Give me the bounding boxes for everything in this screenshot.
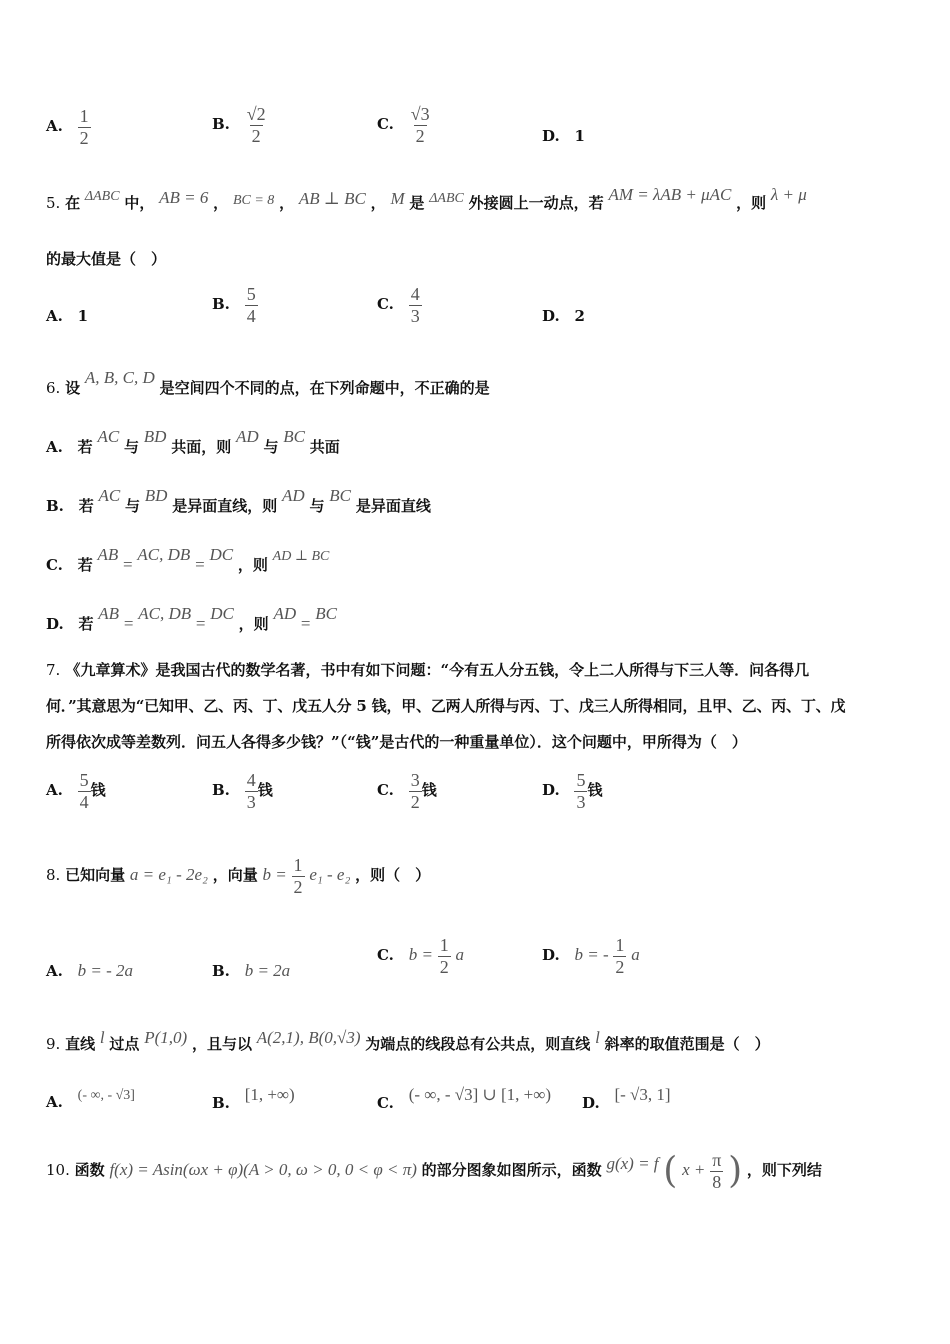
- option-label: C.: [377, 781, 394, 800]
- fraction: $\frac{4}{3}$: [410, 284, 420, 326]
- q8-option-d[interactable]: D. b = - $\frac{1}{2}$ a: [542, 935, 640, 977]
- option-label: A.: [46, 117, 63, 136]
- q9-option-a[interactable]: [46, 1088, 135, 1112]
- q5-stem: 5. 在 ΔABC 中， AB = 6 ， BC = 8 ， AB ⊥ BC ， M 是 ΔABC 外接圆上一动点，若 AM = λAB + μAC ，则 λ + μ: [46, 185, 807, 212]
- q10-stem: 10. 函数 f(x) = Asin(ωx + φ)(A > 0, ω > 0, 0 < φ < π) 的部分图象如图所示，函数 g(x) = f ( x + $\frac{\pi}{8}$ ) ，则下列结: [46, 1150, 822, 1192]
- fraction: $\frac{4}{3}$: [246, 770, 256, 812]
- q4-option-c[interactable]: [377, 104, 432, 146]
- q5-option-b[interactable]: [212, 284, 258, 326]
- q8-stem: 8. 已知向量 a = e₁ - 2e₂ ，向量 b = $\frac{1}{2}$ e₁ - e₂ ，则（ ）: [46, 855, 431, 897]
- q7-option-b[interactable]: B. $\frac{4}{3}$ 钱: [212, 770, 273, 812]
- option-label: D.: [542, 946, 560, 965]
- fraction: $\frac{1}{2}$: [439, 935, 449, 977]
- fraction: $\frac{√2}{2}$: [246, 104, 266, 146]
- q6-option-b[interactable]: B. 若 AC 与 BD 是异面直线，则 AD 与 BC 是异面直线: [46, 486, 431, 515]
- q5-option-a[interactable]: [46, 307, 88, 325]
- fraction: $\frac{5}{4}$: [246, 284, 256, 326]
- option-expression: [1, +∞): [244, 1085, 295, 1104]
- q8-option-a[interactable]: [46, 961, 133, 981]
- option-label: C.: [377, 115, 394, 134]
- option-label: A.: [46, 307, 63, 325]
- fraction: $\frac{1}{2}$: [79, 106, 89, 148]
- q8-option-b[interactable]: [212, 961, 290, 981]
- option-value: 1: [77, 307, 89, 325]
- q7-stem: 7. 《九章算术》是我国古代的数学名著，书中有如下问题：“今有五人分五钱，令上二人所得与下三人等．问各得几 何．”其意思为“已知甲、乙、丙、丁、戊五人分 5 钱，甲、乙两人所得与丙、丁、戊三人所得相同，且甲、乙、丙、丁、戊 所得依次成等差数列．问五人各得多少钱？”（“钱”是古代的一种重量单位）．这个问题中，甲所得为（ ）: [46, 661, 846, 751]
- q5-option-d[interactable]: [542, 307, 585, 325]
- option-label: A.: [46, 1093, 63, 1111]
- question-number: 9.: [46, 1035, 61, 1053]
- question-number: 8.: [46, 866, 61, 885]
- q7-option-d[interactable]: D. $\frac{5}{3}$ 钱: [542, 770, 603, 812]
- q6-option-d[interactable]: D. 若 AB = AC, DB = DC ，则 AD = BC: [46, 604, 338, 633]
- option-value: 2: [574, 307, 585, 325]
- q4-option-b[interactable]: [212, 104, 268, 146]
- question-number: 10.: [46, 1161, 70, 1180]
- option-label: A.: [46, 962, 63, 980]
- fraction: $\frac{5}{4}$: [79, 770, 89, 812]
- q9-option-b[interactable]: [212, 1085, 295, 1113]
- option-label: B.: [212, 781, 230, 800]
- option-label: B.: [212, 962, 230, 980]
- question-number: 5.: [46, 194, 61, 212]
- fraction: $\frac{1}{2}$: [615, 935, 625, 977]
- question-number: 6.: [46, 379, 61, 397]
- option-label: A.: [46, 438, 63, 456]
- option-label: B.: [212, 1094, 230, 1112]
- option-label: D.: [46, 615, 64, 633]
- q9-option-d[interactable]: [582, 1085, 671, 1113]
- fraction: $\frac{3}{2}$: [410, 770, 420, 812]
- option-expression: b = 2a: [244, 961, 291, 980]
- question-number: 7.: [46, 661, 61, 679]
- option-label: C.: [46, 556, 63, 574]
- option-expression: (- ∞, - √3]: [77, 1088, 135, 1103]
- q4-option-a[interactable]: [46, 106, 91, 148]
- q6-option-a[interactable]: A. 若 AC 与 BD 共面，则 AD 与 BC 共面: [46, 427, 340, 456]
- right-paren: ): [728, 1150, 743, 1192]
- option-value: 1: [574, 127, 585, 145]
- option-expression: [- √3, 1]: [614, 1085, 671, 1104]
- q5-option-c[interactable]: [377, 284, 422, 326]
- option-label: B.: [212, 115, 230, 134]
- q9-option-c[interactable]: [377, 1085, 552, 1113]
- q9-stem: 9. 直线 l 过点 P(1,0) ，且与以 A(2,1), B(0,√3) 为端点的线段总有公共点，则直线 l 斜率的取值范围是（ ）: [46, 1028, 770, 1053]
- option-label: C.: [377, 295, 394, 314]
- fraction: $\frac{1}{2}$: [293, 855, 303, 897]
- option-expression: (- ∞, - √3] ∪ [1, +∞): [408, 1085, 552, 1104]
- fraction: $\frac{√3}{2}$: [410, 104, 430, 146]
- option-label: B.: [212, 295, 230, 314]
- q7-option-c[interactable]: C. $\frac{3}{2}$ 钱: [377, 770, 437, 812]
- option-label: B.: [46, 497, 64, 515]
- fraction: $\frac{\pi}{8}$: [712, 1150, 722, 1192]
- q8-option-c[interactable]: C. b = $\frac{1}{2}$ a: [377, 935, 464, 977]
- option-label: D.: [542, 127, 560, 145]
- q6-stem: 6. 设 A, B, C, D 是空间四个不同的点，在下列命题中，不正确的是: [46, 368, 490, 397]
- option-label: A.: [46, 781, 63, 800]
- option-label: C.: [377, 1094, 394, 1112]
- option-expression: b = - 2a: [77, 961, 134, 980]
- q5-stem-line2: 的最大值是（ ）: [46, 250, 167, 268]
- q6-option-c[interactable]: C. 若 AB = AC, DB = DC ，则 AD ⊥ BC: [46, 545, 330, 574]
- option-label: C.: [377, 946, 394, 965]
- option-label: D.: [542, 307, 560, 325]
- left-paren: (: [663, 1150, 678, 1192]
- q4-option-d[interactable]: [542, 127, 585, 145]
- q7-option-a[interactable]: A. $\frac{5}{4}$ 钱: [46, 770, 106, 812]
- fraction: $\frac{5}{3}$: [576, 770, 586, 812]
- option-label: D.: [542, 781, 560, 800]
- option-label: D.: [582, 1094, 600, 1112]
